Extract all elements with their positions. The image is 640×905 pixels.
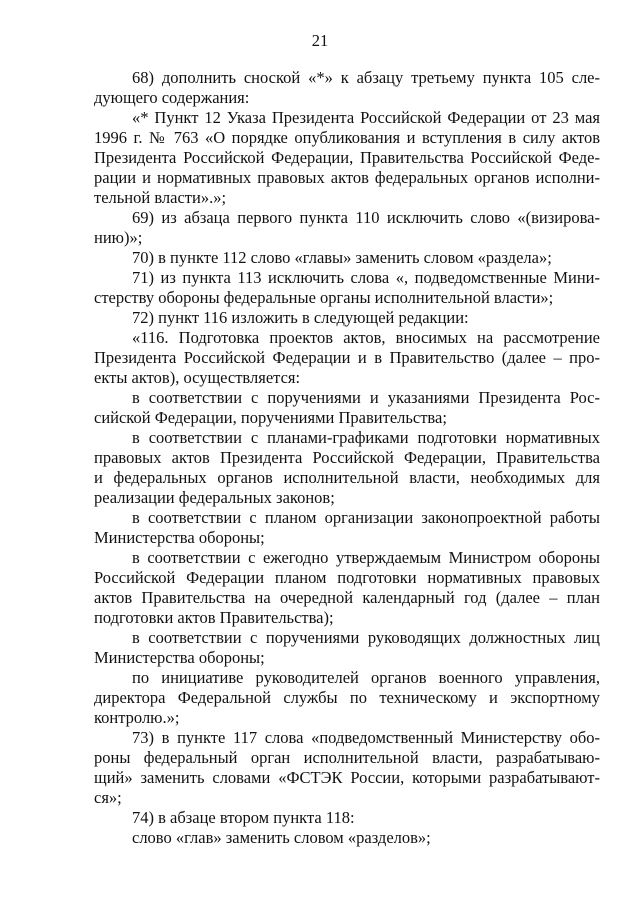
text-line: тельной власти».»; [94,188,227,207]
text-line: 72) пункт 116 изложить в следующей редакции: [132,308,469,327]
paragraph [94,68,600,108]
text-line: екты актов), осуществляется: [94,368,301,387]
text-line: правовых актов Президента Российской Федерации, Правительства [94,448,600,467]
text-line: реализации федеральных законов; [94,488,335,507]
paragraph [94,308,600,328]
text-line: подготовки актов Правительства); [94,608,334,627]
text-line: в соответствии с поручениями и указаниями Президента Рос- [132,388,600,407]
page-number: 21 [311,31,329,50]
text-line: 73) в пункте 117 слова «подведомственный Министерству обо- [132,728,600,747]
text-line: 74) в абзаце втором пункта 118: [132,808,355,827]
paragraph [94,428,600,508]
text-line: и федеральных органов исполнительной власти, необходимых для [94,468,600,487]
paragraph [94,328,600,388]
text-line: Министерства обороны; [94,648,265,667]
text-line: в соответствии с поручениями руководящих должностных лиц [132,628,600,647]
paragraph [94,208,600,248]
text-line: Министерства обороны; [94,528,265,547]
paragraph [94,108,600,208]
text-line: в соответствии с планом организации законопроектной работы [132,508,600,527]
paragraph [94,628,600,668]
text-line: дующего содержания: [94,88,250,107]
text-line: слово «глав» заменить словом «разделов»; [132,828,431,847]
text-line: в соответствии с ежегодно утверждаемым Министром обороны [132,548,600,567]
text-line: 69) из абзаца первого пункта 110 исключить слово «(визирова- [132,208,600,227]
text-line: ся»; [94,788,122,807]
paragraph [94,728,600,808]
text-line: 71) из пункта 113 исключить слова «, подведомственные Мини- [132,268,600,287]
text-line: Российской Федерации планом подготовки нормативных правовых [94,568,600,587]
text-line: стерству обороны федеральные органы исполнительной власти»; [94,288,554,307]
paragraph [94,668,600,728]
text-line: актов Правительства на очередной календарный год (далее – план [94,588,600,607]
text-line: в соответствии с планами-графиками подготовки нормативных [132,428,600,447]
paragraph [94,268,600,308]
text-line: «116. Подготовка проектов актов, вносимых на рассмотрение [132,328,600,347]
text-line: нию)»; [94,228,143,247]
text-line: Президента Российской Федерации, Правительства Российской Феде- [94,148,600,167]
text-line: 70) в пункте 112 слово «главы» заменить словом «раздела»; [132,248,552,267]
text-line: 1996 г. № 763 «О порядке опубликования и вступления в силу актов [94,128,600,147]
document-body [94,68,600,848]
paragraph [94,548,600,628]
text-line: директора Федеральной службы по техническому и экспортному [94,688,600,707]
text-line: щий» заменить словами «ФСТЭК России, которыми разрабатывают- [94,768,600,787]
paragraph [94,248,600,268]
text-line: контролю.»; [94,708,180,727]
text-line: «* Пункт 12 Указа Президента Российской Федерации от 23 мая [132,108,600,127]
text-line: рации и нормативных правовых актов федеральных органов исполни- [94,168,600,187]
text-line: Президента Российской Федерации и в Правительство (далее – про- [94,348,600,367]
text-line: роны федеральный орган исполнительной власти, разрабатываю- [94,748,600,767]
paragraph [94,388,600,428]
text-line: 68) дополнить сноской «*» к абзацу третьему пункта 105 сле- [132,68,600,87]
text-line: по инициативе руководителей органов военного управления, [132,668,600,687]
paragraph [94,828,600,848]
paragraph [94,508,600,548]
text-line: сийской Федерации, поручениями Правительства; [94,408,447,427]
paragraph [94,808,600,828]
